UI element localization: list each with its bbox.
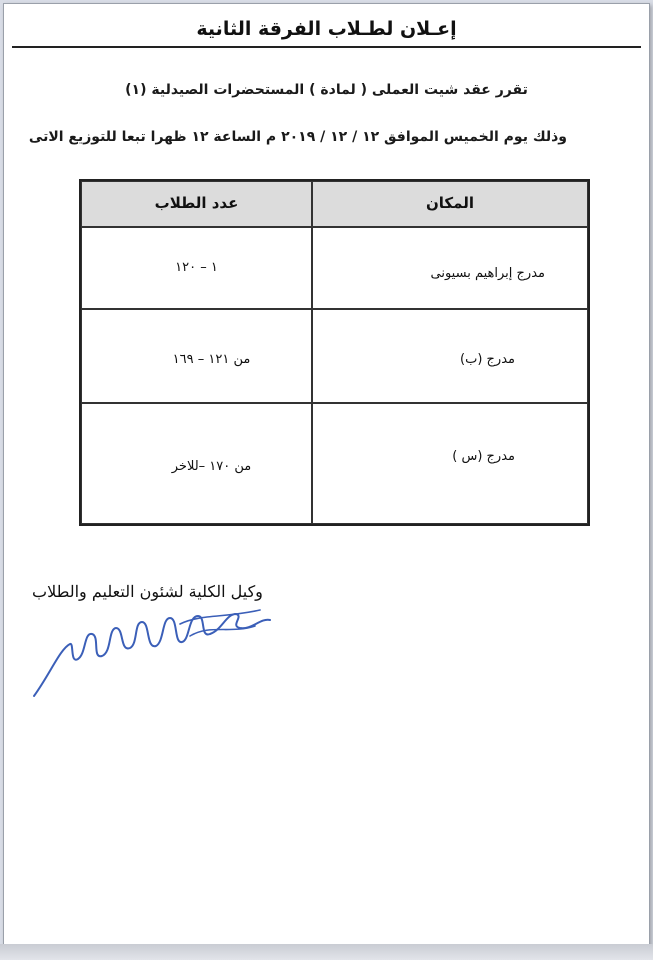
header-place: المكان (312, 181, 588, 227)
row-1-place-text: مدرج إبراهيم بسيونى (430, 266, 545, 281)
row-3-students (81, 403, 312, 524)
row-2-students-text: من ١٢١ – ١٦٩ (172, 352, 251, 367)
row-2-students (81, 309, 312, 403)
scan-bottom-edge (0, 944, 653, 960)
handwritten-signature (30, 604, 275, 704)
announcement-line-1: تقرر عقد شيت العملى ( لمادة ) المستحضرات الصيدلية (١) (125, 82, 528, 98)
document-page (3, 3, 650, 947)
row-1-students (81, 227, 312, 309)
header-students: عدد الطلاب (81, 181, 312, 227)
row-2-place (312, 309, 588, 403)
announcement-title: إعـلان لطـلاب الفرقة الثانية (196, 18, 457, 40)
row-1-students-text: ١ – ١٢٠ (175, 260, 218, 275)
schedule-table (79, 179, 590, 526)
announcement-line-2: وذلك يوم الخميس الموافق ١٢ / ١٢ / ٢٠١٩ م الساعة ١٢ ظهرا تبعا للتوزيع الاتى (28, 129, 567, 145)
signer-title: وكيل الكلية لشئون التعليم والطلاب (32, 582, 263, 601)
title-underline (12, 46, 641, 48)
row-1-place (312, 227, 588, 309)
row-2-place-text: مدرج (ب) (460, 352, 515, 367)
row-3-place-text: مدرج (س ) (452, 449, 515, 464)
row-3-students-text: من ١٧٠ –للاخر (171, 459, 252, 474)
row-3-place (312, 403, 588, 524)
